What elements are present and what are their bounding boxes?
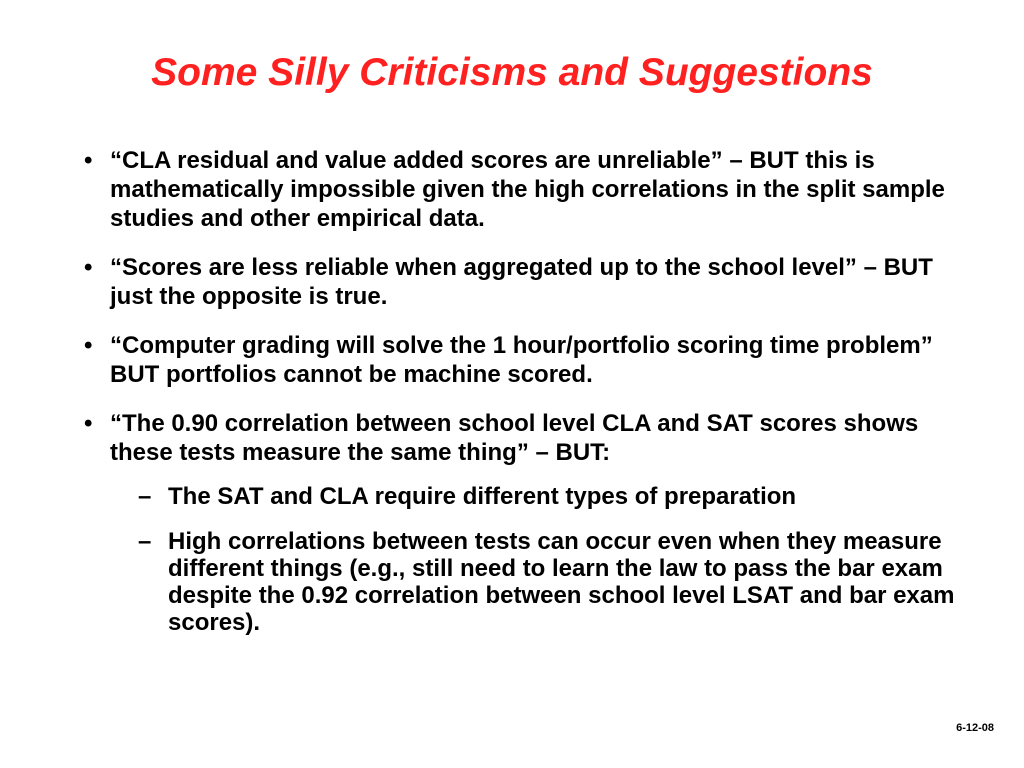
slide-date: 6-12-08	[956, 722, 994, 734]
sub-bullet-item	[110, 483, 970, 510]
sub-bullet-marker: –	[138, 528, 152, 555]
bullet-list	[80, 146, 970, 656]
sub-bullet-marker: –	[138, 483, 152, 510]
bullet-item	[80, 253, 970, 311]
bullet-text: “Scores are less reliable when aggregated up to the school level” – BUT just the opposite is true.	[110, 254, 933, 310]
bullet-marker: •	[84, 147, 93, 174]
bullet-item	[80, 146, 970, 233]
bullet-marker: •	[84, 332, 93, 359]
bullet-text: “Computer grading will solve the 1 hour/portfolio scoring time problem” BUT portfolios cannot be machine scored.	[110, 332, 933, 388]
bullet-item	[80, 331, 970, 389]
sub-bullet-text: The SAT and CLA require different types of preparation	[168, 483, 797, 510]
slide-title: Some Silly Criticisms and Suggestions	[151, 51, 873, 94]
bullet-marker: •	[84, 410, 93, 437]
bullet-text: “The 0.90 correlation between school level CLA and SAT scores shows these tests measure the same thing” – BUT:	[110, 410, 919, 466]
sub-bullet-list	[110, 483, 970, 636]
sub-bullet-item	[110, 528, 970, 636]
bullet-text: “CLA residual and value added scores are unreliable” – BUT this is mathematically impossible given the high correlations in the split sample studies and other empirical data.	[110, 147, 945, 232]
bullet-marker: •	[84, 254, 93, 281]
sub-bullet-text: High correlations between tests can occur even when they measure different things (e.g., still need to learn the law to pass the bar exam despite the 0.92 correlation between school level LSAT and bar exam scores).	[168, 528, 955, 636]
bullet-item	[80, 409, 970, 636]
